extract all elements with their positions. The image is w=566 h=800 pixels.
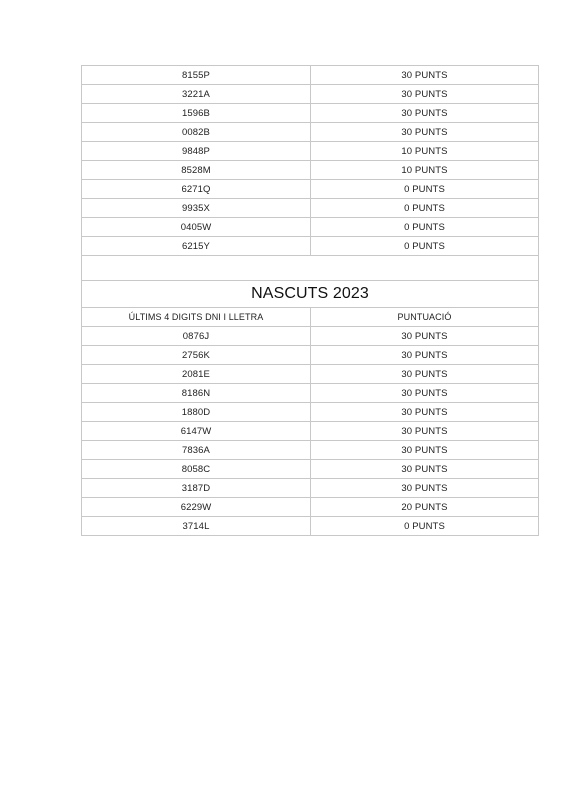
table-row — [82, 66, 539, 85]
table-row — [82, 142, 539, 161]
id-cell: 6229W — [82, 498, 311, 517]
table-row — [82, 517, 539, 536]
score-cell: 30 PUNTS — [311, 422, 539, 441]
id-cell: 6271Q — [82, 180, 311, 199]
table-row — [82, 161, 539, 180]
spacer-cell — [82, 256, 539, 281]
id-cell: 9935X — [82, 199, 311, 218]
column-header-id: ÚLTIMS 4 DIGITS DNI I LLETRA — [82, 308, 311, 327]
table-row — [82, 365, 539, 384]
id-cell: 6147W — [82, 422, 311, 441]
table-row — [82, 104, 539, 123]
id-cell: 3714L — [82, 517, 311, 536]
table-row — [82, 422, 539, 441]
id-cell: 2756K — [82, 346, 311, 365]
table-row — [82, 460, 539, 479]
table-row — [82, 498, 539, 517]
id-cell: 8186N — [82, 384, 311, 403]
table-row — [82, 237, 539, 256]
table-row — [82, 346, 539, 365]
table-row — [82, 327, 539, 346]
column-header-score: PUNTUACIÓ — [311, 308, 539, 327]
scores-table — [81, 65, 539, 536]
id-cell: 3221A — [82, 85, 311, 104]
table-row — [82, 479, 539, 498]
table-row — [82, 441, 539, 460]
table-row — [82, 180, 539, 199]
score-cell: 30 PUNTS — [311, 479, 539, 498]
score-cell: 0 PUNTS — [311, 199, 539, 218]
id-cell: 8058C — [82, 460, 311, 479]
score-cell: 30 PUNTS — [311, 441, 539, 460]
score-cell: 30 PUNTS — [311, 346, 539, 365]
spacer-row — [82, 256, 539, 281]
score-cell: 30 PUNTS — [311, 403, 539, 422]
id-cell: 2081E — [82, 365, 311, 384]
id-cell: 3187D — [82, 479, 311, 498]
score-cell: 30 PUNTS — [311, 85, 539, 104]
section-title-row — [82, 281, 539, 308]
score-cell: 30 PUNTS — [311, 384, 539, 403]
score-cell: 0 PUNTS — [311, 218, 539, 237]
score-cell: 30 PUNTS — [311, 365, 539, 384]
id-cell: 8528M — [82, 161, 311, 180]
table-row — [82, 123, 539, 142]
score-cell: 30 PUNTS — [311, 327, 539, 346]
score-cell: 30 PUNTS — [311, 460, 539, 479]
table-row — [82, 403, 539, 422]
table-row — [82, 199, 539, 218]
score-cell: 10 PUNTS — [311, 142, 539, 161]
score-cell: 10 PUNTS — [311, 161, 539, 180]
table-row — [82, 218, 539, 237]
id-cell: 1596B — [82, 104, 311, 123]
id-cell: 6215Y — [82, 237, 311, 256]
score-cell: 20 PUNTS — [311, 498, 539, 517]
score-cell: 0 PUNTS — [311, 237, 539, 256]
score-cell: 0 PUNTS — [311, 517, 539, 536]
id-cell: 9848P — [82, 142, 311, 161]
score-cell: 30 PUNTS — [311, 66, 539, 85]
id-cell: 0876J — [82, 327, 311, 346]
section-title: NASCUTS 2023 — [82, 281, 539, 308]
score-cell: 30 PUNTS — [311, 104, 539, 123]
id-cell: 7836A — [82, 441, 311, 460]
table-row — [82, 384, 539, 403]
header-row — [82, 308, 539, 327]
id-cell: 8155P — [82, 66, 311, 85]
score-cell: 30 PUNTS — [311, 123, 539, 142]
score-cell: 0 PUNTS — [311, 180, 539, 199]
id-cell: 0405W — [82, 218, 311, 237]
table-row — [82, 85, 539, 104]
id-cell: 1880D — [82, 403, 311, 422]
id-cell: 0082B — [82, 123, 311, 142]
